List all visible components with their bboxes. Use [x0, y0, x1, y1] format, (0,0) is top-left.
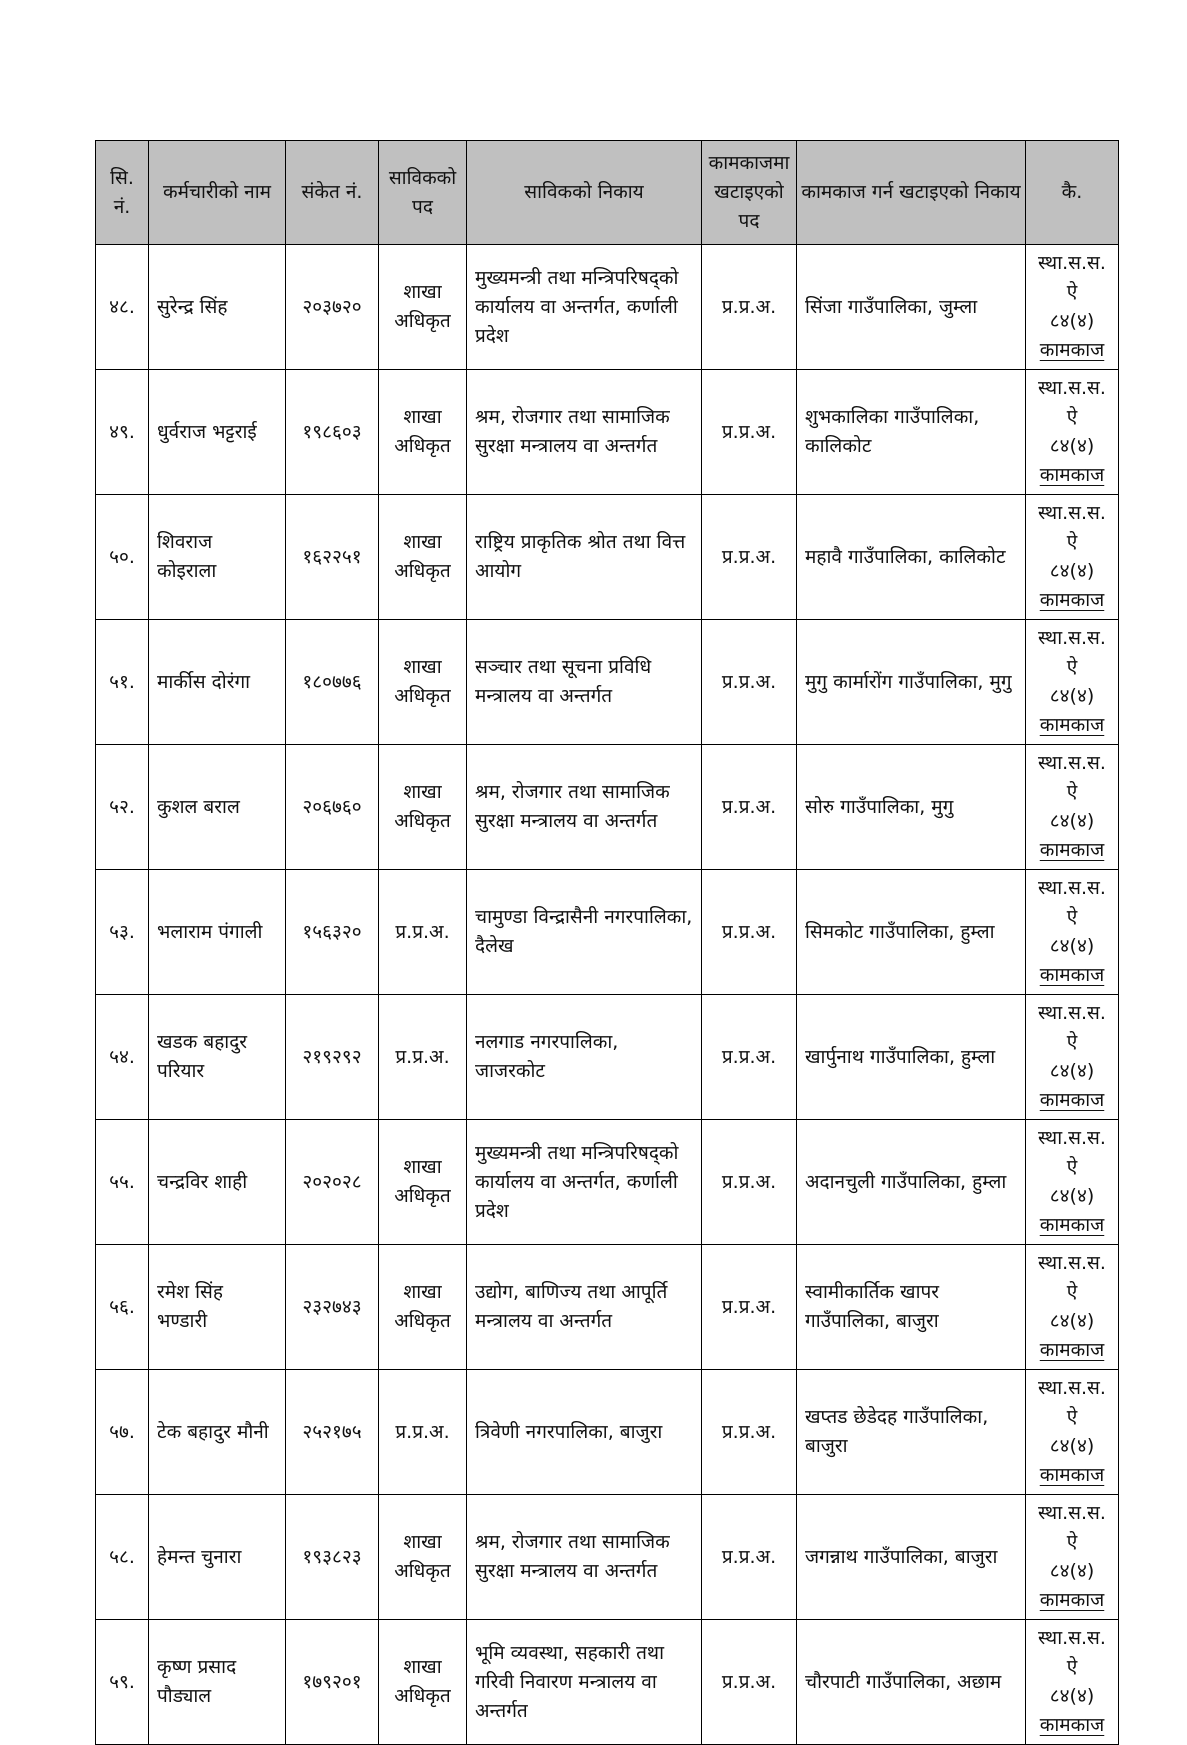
cell-previous-office: नलगाड नगरपालिका, जाजरकोट	[467, 995, 702, 1120]
remark-act-reference: स्था.स.स.ऐ	[1038, 877, 1106, 928]
cell-previous-post: शाखा अधिकृत	[379, 495, 467, 620]
cell-serial-number: ४९.	[96, 370, 149, 495]
cell-assigned-office: चौरपाटी गाउँपालिका, अछाम	[797, 1620, 1026, 1745]
remark-act-reference: स्था.स.स.ऐ	[1038, 502, 1106, 553]
remark-note: कामकाज	[1039, 1714, 1105, 1736]
remark-act-reference: स्था.स.स.ऐ	[1038, 1627, 1106, 1678]
table-row	[96, 245, 1119, 370]
col-header-code-number: संकेत नं.	[286, 141, 379, 245]
cell-remarks	[1026, 1620, 1119, 1745]
cell-serial-number: ४८.	[96, 245, 149, 370]
remark-act-reference: स्था.स.स.ऐ	[1038, 1377, 1106, 1428]
cell-serial-number: ५६.	[96, 1245, 149, 1370]
table-header	[96, 141, 1119, 245]
cell-previous-post: शाखा अधिकृत	[379, 1495, 467, 1620]
cell-assigned-post: प्र.प्र.अ.	[702, 620, 797, 745]
cell-assigned-office: मुगु कार्मारोंग गाउँपालिका, मुगु	[797, 620, 1026, 745]
col-header-previous-office: साविकको निकाय	[467, 141, 702, 245]
cell-assigned-post: प्र.प्र.अ.	[702, 245, 797, 370]
cell-previous-post: प्र.प्र.अ.	[379, 995, 467, 1120]
col-header-serial: सि. नं.	[96, 141, 149, 245]
table-body	[96, 245, 1119, 1745]
cell-previous-office: श्रम, रोजगार तथा सामाजिक सुरक्षा मन्त्रालय वा अन्तर्गत	[467, 370, 702, 495]
cell-employee-name: धुर्वराज भट्टराई	[149, 370, 286, 495]
remark-note: कामकाज	[1039, 839, 1105, 861]
cell-previous-office: मुख्यमन्त्री तथा मन्त्रिपरिषद्को कार्यालय वा अन्तर्गत, कर्णाली प्रदेश	[467, 245, 702, 370]
cell-remarks	[1026, 745, 1119, 870]
remark-act-reference: स्था.स.स.ऐ	[1038, 1502, 1106, 1553]
cell-remarks	[1026, 370, 1119, 495]
remark-section-number: ८४(४)	[1049, 1310, 1095, 1332]
cell-code-number: २०६७६०	[286, 745, 379, 870]
cell-employee-name: खडक बहादुर परियार	[149, 995, 286, 1120]
remark-act-reference: स्था.स.स.ऐ	[1038, 252, 1106, 303]
cell-remarks	[1026, 495, 1119, 620]
cell-assigned-post: प्र.प्र.अ.	[702, 1120, 797, 1245]
cell-previous-post: प्र.प्र.अ.	[379, 1370, 467, 1495]
cell-previous-post: शाखा अधिकृत	[379, 1120, 467, 1245]
cell-serial-number: ५१.	[96, 620, 149, 745]
cell-code-number: १६२२५१	[286, 495, 379, 620]
cell-previous-post: शाखा अधिकृत	[379, 370, 467, 495]
table-row	[96, 870, 1119, 995]
cell-previous-post: प्र.प्र.अ.	[379, 870, 467, 995]
cell-previous-office: राष्ट्रिय प्राकृतिक श्रोत तथा वित्त आयोग	[467, 495, 702, 620]
remark-note: कामकाज	[1039, 1089, 1105, 1111]
col-header-assigned-post: कामकाजमा खटाइएको पद	[702, 141, 797, 245]
cell-assigned-office: सोरु गाउँपालिका, मुगु	[797, 745, 1026, 870]
cell-employee-name: टेक बहादुर मौनी	[149, 1370, 286, 1495]
cell-remarks	[1026, 620, 1119, 745]
cell-code-number: २५२१७५	[286, 1370, 379, 1495]
cell-serial-number: ५८.	[96, 1495, 149, 1620]
cell-assigned-office: खार्पुनाथ गाउँपालिका, हुम्ला	[797, 995, 1026, 1120]
table-row	[96, 1495, 1119, 1620]
cell-assigned-office: शुभकालिका गाउँपालिका, कालिकोट	[797, 370, 1026, 495]
table-row	[96, 745, 1119, 870]
col-header-previous-post: साविकको पद	[379, 141, 467, 245]
cell-serial-number: ५४.	[96, 995, 149, 1120]
cell-code-number: १९८६०३	[286, 370, 379, 495]
cell-assigned-office: सिमकोट गाउँपालिका, हुम्ला	[797, 870, 1026, 995]
cell-remarks	[1026, 245, 1119, 370]
cell-employee-name: रमेश सिंह भण्डारी	[149, 1245, 286, 1370]
cell-assigned-post: प्र.प्र.अ.	[702, 1245, 797, 1370]
cell-employee-name: कृष्ण प्रसाद पौड्याल	[149, 1620, 286, 1745]
cell-assigned-office: सिंजा गाउँपालिका, जुम्ला	[797, 245, 1026, 370]
remark-section-number: ८४(४)	[1049, 435, 1095, 457]
cell-previous-office: भूमि व्यवस्था, सहकारी तथा गरिवी निवारण मन्त्रालय वा अन्तर्गत	[467, 1620, 702, 1745]
remark-section-number: ८४(४)	[1049, 560, 1095, 582]
cell-previous-office: चामुण्डा विन्द्रासैनी नगरपालिका, दैलेख	[467, 870, 702, 995]
cell-code-number: १७९२०१	[286, 1620, 379, 1745]
cell-code-number: २१९२९२	[286, 995, 379, 1120]
cell-remarks	[1026, 1245, 1119, 1370]
header-row	[96, 141, 1119, 245]
cell-assigned-post: प्र.प्र.अ.	[702, 870, 797, 995]
cell-assigned-post: प्र.प्र.अ.	[702, 1620, 797, 1745]
remark-note: कामकाज	[1039, 589, 1105, 611]
cell-assigned-post: प्र.प्र.अ.	[702, 1495, 797, 1620]
cell-employee-name: हेमन्त चुनारा	[149, 1495, 286, 1620]
col-header-assigned-office: कामकाज गर्न खटाइएको निकाय	[797, 141, 1026, 245]
table-row	[96, 370, 1119, 495]
cell-previous-office: श्रम, रोजगार तथा सामाजिक सुरक्षा मन्त्रालय वा अन्तर्गत	[467, 745, 702, 870]
cell-remarks	[1026, 870, 1119, 995]
col-header-remarks: कै.	[1026, 141, 1119, 245]
cell-previous-post: शाखा अधिकृत	[379, 745, 467, 870]
cell-code-number: १५६३२०	[286, 870, 379, 995]
remark-note: कामकाज	[1039, 339, 1105, 361]
table-row	[96, 1120, 1119, 1245]
col-header-employee-name: कर्मचारीको नाम	[149, 141, 286, 245]
cell-assigned-post: प्र.प्र.अ.	[702, 1370, 797, 1495]
remark-section-number: ८४(४)	[1049, 1685, 1095, 1707]
cell-remarks	[1026, 1120, 1119, 1245]
cell-assigned-post: प्र.प्र.अ.	[702, 995, 797, 1120]
cell-previous-office: उद्योग, बाणिज्य तथा आपूर्ति मन्त्रालय वा अन्तर्गत	[467, 1245, 702, 1370]
remark-act-reference: स्था.स.स.ऐ	[1038, 752, 1106, 803]
deputation-table	[95, 140, 1119, 1745]
cell-serial-number: ५९.	[96, 1620, 149, 1745]
cell-employee-name: कुशल बराल	[149, 745, 286, 870]
cell-previous-office: श्रम, रोजगार तथा सामाजिक सुरक्षा मन्त्रालय वा अन्तर्गत	[467, 1495, 702, 1620]
remark-section-number: ८४(४)	[1049, 1060, 1095, 1082]
table-row	[96, 1245, 1119, 1370]
remark-note: कामकाज	[1039, 1339, 1105, 1361]
table-row	[96, 1620, 1119, 1745]
table-row	[96, 1370, 1119, 1495]
remark-act-reference: स्था.स.स.ऐ	[1038, 377, 1106, 428]
cell-code-number: २०२०२८	[286, 1120, 379, 1245]
remark-section-number: ८४(४)	[1049, 685, 1095, 707]
cell-employee-name: चन्द्रविर शाही	[149, 1120, 286, 1245]
cell-previous-office: त्रिवेणी नगरपालिका, बाजुरा	[467, 1370, 702, 1495]
table-row	[96, 995, 1119, 1120]
cell-remarks	[1026, 1370, 1119, 1495]
remark-act-reference: स्था.स.स.ऐ	[1038, 1002, 1106, 1053]
remark-act-reference: स्था.स.स.ऐ	[1038, 1252, 1106, 1303]
cell-previous-post: शाखा अधिकृत	[379, 620, 467, 745]
cell-remarks	[1026, 995, 1119, 1120]
cell-assigned-office: अदानचुली गाउँपालिका, हुम्ला	[797, 1120, 1026, 1245]
cell-code-number: २३२७४३	[286, 1245, 379, 1370]
cell-employee-name: मार्कीस दोरंगा	[149, 620, 286, 745]
cell-serial-number: ५५.	[96, 1120, 149, 1245]
remark-note: कामकाज	[1039, 464, 1105, 486]
cell-assigned-post: प्र.प्र.अ.	[702, 745, 797, 870]
cell-remarks	[1026, 1495, 1119, 1620]
remark-note: कामकाज	[1039, 714, 1105, 736]
cell-serial-number: ५७.	[96, 1370, 149, 1495]
cell-employee-name: भलाराम पंगाली	[149, 870, 286, 995]
table-row	[96, 620, 1119, 745]
remark-note: कामकाज	[1039, 964, 1105, 986]
cell-previous-post: शाखा अधिकृत	[379, 245, 467, 370]
remark-section-number: ८४(४)	[1049, 1560, 1095, 1582]
cell-code-number: १९३८२३	[286, 1495, 379, 1620]
cell-assigned-post: प्र.प्र.अ.	[702, 495, 797, 620]
remark-act-reference: स्था.स.स.ऐ	[1038, 627, 1106, 678]
cell-previous-post: शाखा अधिकृत	[379, 1245, 467, 1370]
cell-previous-office: सञ्चार तथा सूचना प्रविधि मन्त्रालय वा अन्तर्गत	[467, 620, 702, 745]
cell-assigned-office: महावै गाउँपालिका, कालिकोट	[797, 495, 1026, 620]
remark-note: कामकाज	[1039, 1589, 1105, 1611]
cell-assigned-post: प्र.प्र.अ.	[702, 370, 797, 495]
cell-assigned-office: खप्तड छेडेदह गाउँपालिका, बाजुरा	[797, 1370, 1026, 1495]
cell-serial-number: ५०.	[96, 495, 149, 620]
remark-section-number: ८४(४)	[1049, 1435, 1095, 1457]
cell-code-number: २०३७२०	[286, 245, 379, 370]
remark-act-reference: स्था.स.स.ऐ	[1038, 1127, 1106, 1178]
table-row	[96, 495, 1119, 620]
remark-note: कामकाज	[1039, 1464, 1105, 1486]
remark-section-number: ८४(४)	[1049, 310, 1095, 332]
cell-previous-post: शाखा अधिकृत	[379, 1620, 467, 1745]
cell-code-number: १८०७७६	[286, 620, 379, 745]
cell-serial-number: ५२.	[96, 745, 149, 870]
remark-section-number: ८४(४)	[1049, 810, 1095, 832]
remark-note: कामकाज	[1039, 1214, 1105, 1236]
cell-assigned-office: जगन्नाथ गाउँपालिका, बाजुरा	[797, 1495, 1026, 1620]
cell-employee-name: शिवराज कोइराला	[149, 495, 286, 620]
remark-section-number: ८४(४)	[1049, 935, 1095, 957]
cell-assigned-office: स्वामीकार्तिक खापर गाउँपालिका, बाजुरा	[797, 1245, 1026, 1370]
cell-serial-number: ५३.	[96, 870, 149, 995]
remark-section-number: ८४(४)	[1049, 1185, 1095, 1207]
cell-employee-name: सुरेन्द्र सिंह	[149, 245, 286, 370]
cell-previous-office: मुख्यमन्त्री तथा मन्त्रिपरिषद्को कार्यालय वा अन्तर्गत, कर्णाली प्रदेश	[467, 1120, 702, 1245]
